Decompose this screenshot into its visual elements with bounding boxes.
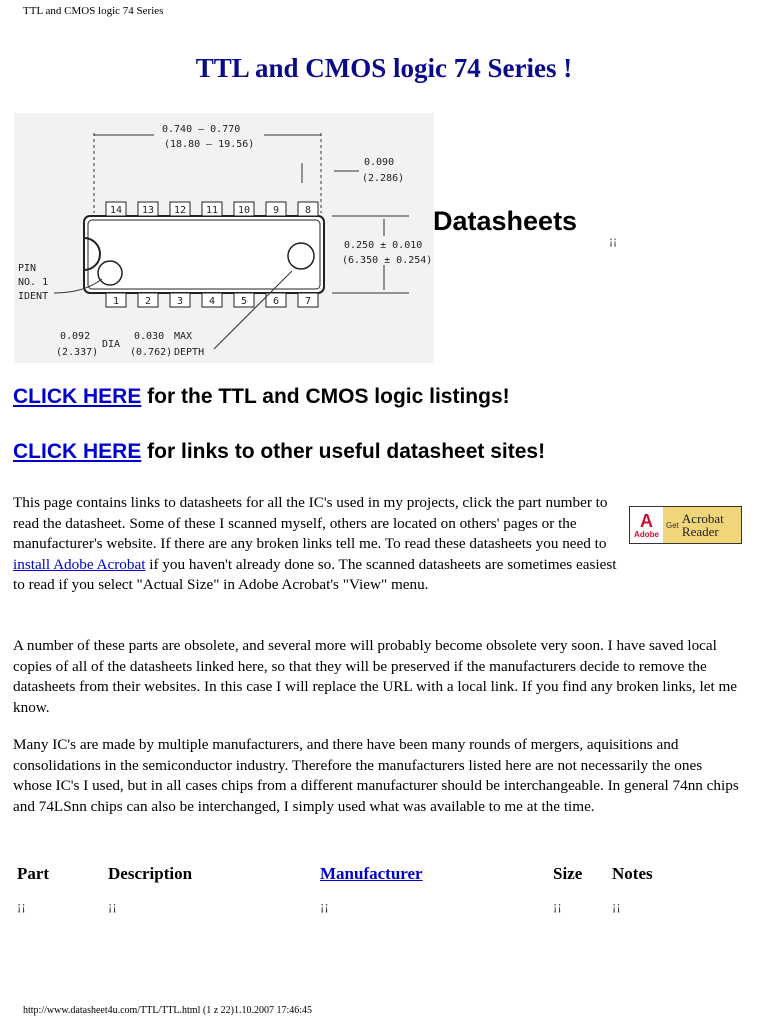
dim-dia-in: 0.092 [60, 331, 91, 342]
column-header-notes: Notes [612, 864, 653, 883]
pin-label-line2: NO. 1 [18, 277, 49, 288]
dim-dia-mm: (2.337) [56, 347, 99, 358]
pin-number: 2 [145, 296, 152, 307]
datasheets-marker: ¡¡ [609, 233, 617, 247]
top-pin-row [106, 202, 318, 216]
acrobat-get-label: Get [666, 520, 679, 530]
acrobat-name-line2: Reader [681, 524, 719, 539]
manufacturers-paragraph: Many IC's are made by multiple manufacturers, and there have been many rounds of mergers, aquisitions and consolidations in the semiconductor industry. Therefore the manufacturers listed here are not necessarily the ones whose IC's I used, but in all cases chips from a different manufacturer should be interchangeable. In general 74nn chips and 74LSnn chips can also be interchanged, I simply used what was available to me at the time. [13, 736, 739, 815]
install-acrobat-link[interactable]: install Adobe Acrobat [13, 555, 146, 573]
dim-pitch-in: 0.090 [364, 157, 395, 168]
table-cell-part: ¡¡ [17, 898, 26, 913]
pin-number: 1 [113, 296, 120, 307]
listings-link-rest: for the TTL and CMOS logic listings! [141, 385, 510, 408]
pin1-dimple [98, 261, 122, 285]
dim-length-mm: (18.80 – 19.56) [164, 139, 255, 150]
dim-width-mm: (6.350 ± 0.254) [342, 255, 433, 266]
adobe-logo [630, 507, 663, 543]
listings-link-line [13, 385, 510, 409]
pin-number: 5 [241, 296, 248, 307]
acrobat-name-line1: Acrobat [681, 511, 724, 526]
table-cell-description: ¡¡ [108, 898, 117, 913]
pin-label-line3: IDENT [18, 291, 49, 302]
acrobat-reader-panel [663, 507, 741, 543]
page-title: TTL and CMOS logic 74 Series ! [195, 53, 573, 83]
pin-number: 8 [305, 205, 312, 216]
table-cell-manufacturer: ¡¡ [320, 898, 329, 913]
page-header: TTL and CMOS logic 74 Series [23, 5, 164, 17]
dip-package-diagram [14, 113, 434, 363]
pin-number: 11 [206, 205, 219, 216]
max-label: MAX [174, 331, 193, 342]
manufacturer-sort-link[interactable]: Manufacturer [320, 864, 423, 883]
acrobat-reader-name [682, 512, 724, 538]
pin-number: 14 [110, 205, 123, 216]
dim-width-in: 0.250 ± 0.010 [344, 240, 423, 251]
pin-number: 3 [177, 296, 184, 307]
column-header-description: Description [108, 864, 193, 883]
dim-depth-mm: (0.762) [130, 347, 173, 358]
obsolete-parts-paragraph: A number of these parts are obsolete, and several more will probably become obsolete very soon. I have saved local copies of all of the datasheets linked here, so that they will be preserved if the manufacturers decide to remove the datasheets from their websites. In this case I will replace the URL with a local link. If you find any broken links, let me know. [13, 637, 738, 716]
datasheets-heading: Datasheets [433, 206, 578, 236]
pin-number: 4 [209, 296, 216, 307]
dia-label: DIA [102, 339, 121, 350]
intro-paragraph-part1 [13, 493, 621, 596]
ejector-dimple [288, 243, 314, 269]
table-cell-notes: ¡¡ [612, 898, 621, 913]
pin-number: 6 [273, 296, 280, 307]
listings-link[interactable]: CLICK HERE [13, 385, 142, 408]
other-sites-link-rest: for links to other useful datasheet sites! [141, 440, 546, 463]
other-sites-link[interactable]: CLICK HERE [13, 440, 142, 463]
table-cell-size: ¡¡ [553, 898, 562, 913]
column-header-manufacturer [320, 864, 423, 884]
bottom-pin-row [106, 293, 318, 307]
dim-depth-in: 0.030 [134, 331, 165, 342]
adobe-wordmark: Adobe [634, 529, 659, 539]
pin-number: 13 [142, 205, 155, 216]
other-sites-link-line [13, 440, 545, 464]
pin-number: 9 [273, 205, 280, 216]
page-footer-url: http://www.datasheet4u.com/TTL/TTL.html (1 z 22)1.10.2007 17:46:45 [23, 1005, 313, 1016]
adobe-logo-letter: A [640, 510, 653, 531]
intro-text-continued: if you haven't already done so. The scanned datasheets are sometimes easiest to read if you select "Actual Size" in Adobe Acrobat's "View" menu. [13, 555, 617, 593]
column-header-size: Size [553, 864, 583, 883]
intro-text: This page contains links to datasheets for all the IC's used in my projects, click the part number to read the datasheet. Some of these I scanned myself, others are located on others' pages or the manufacturer's website. If there are any broken links tell me. To read these datasheets you need to [13, 494, 608, 552]
dim-length-in: 0.740 – 0.770 [162, 124, 241, 135]
depth-label: DEPTH [174, 347, 205, 358]
dim-pitch-mm: (2.286) [362, 173, 405, 184]
acrobat-reader-badge[interactable] [629, 506, 742, 544]
pin-number: 7 [305, 296, 312, 307]
dip-drawing [14, 113, 434, 363]
pin-number: 12 [174, 205, 187, 216]
pin-label-line1: PIN [18, 263, 37, 274]
pin-number: 10 [238, 205, 251, 216]
column-header-part: Part [17, 864, 50, 883]
